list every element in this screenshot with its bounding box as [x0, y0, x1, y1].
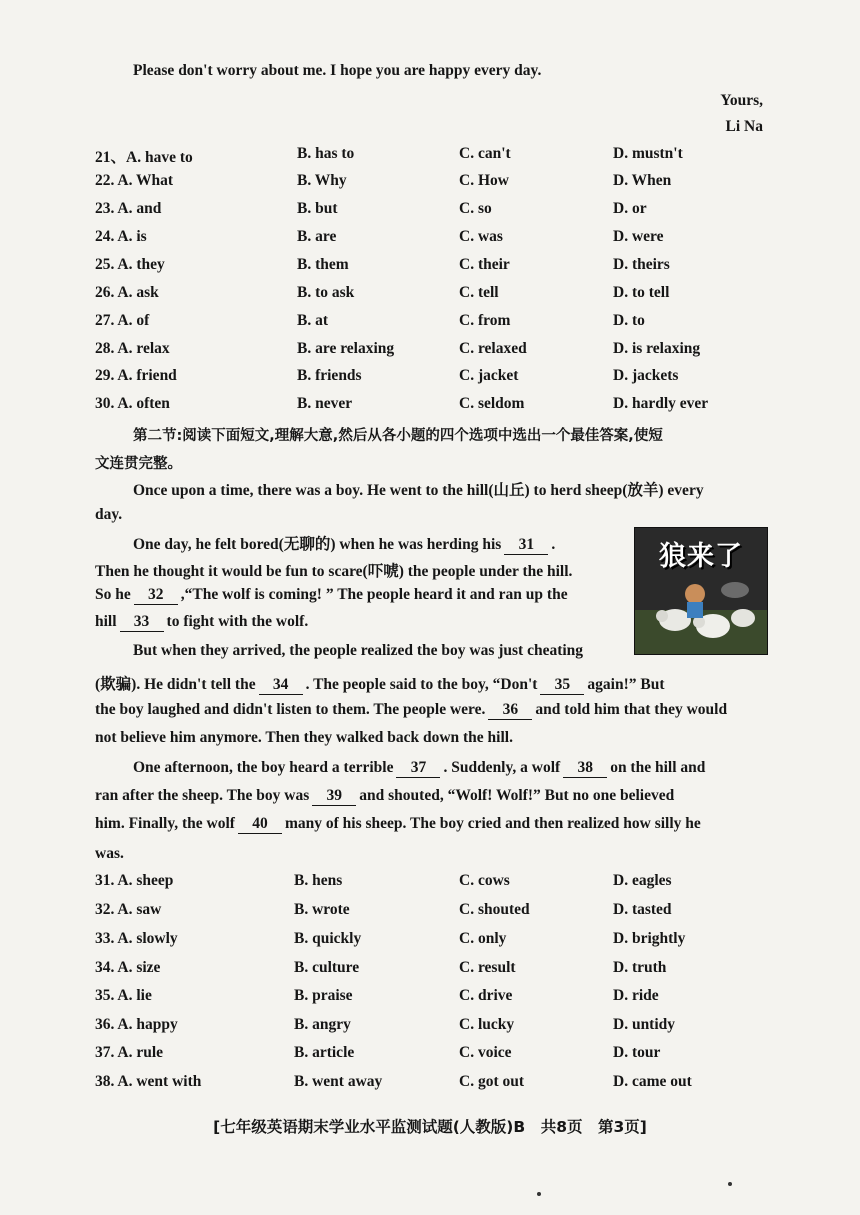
section-instruction-cont: 文连贯完整。	[95, 456, 182, 472]
option-c: C. from	[459, 312, 511, 329]
option-d: D. tasted	[613, 901, 672, 918]
option-d: D. mustn't	[613, 145, 683, 162]
question-row	[95, 256, 775, 280]
option-c: C. seldom	[459, 395, 525, 412]
option-a: 30. A. often	[95, 395, 170, 412]
option-d: D. or	[613, 200, 647, 217]
option-b: B. wrote	[294, 901, 350, 918]
option-a: 23. A. and	[95, 200, 162, 217]
question-row	[95, 340, 775, 364]
option-a: 33. A. slowly	[95, 930, 178, 947]
question-row	[95, 1044, 775, 1068]
option-b: B. them	[297, 256, 349, 273]
option-a: 29. A. friend	[95, 367, 177, 384]
question-row	[95, 901, 775, 925]
question-row	[95, 200, 775, 224]
question-row	[95, 367, 775, 391]
option-d: D. truth	[613, 959, 667, 976]
question-row	[95, 284, 775, 308]
option-a: 22. A. What	[95, 172, 174, 189]
passage-line: hill 33 to fight with the wolf.	[95, 613, 309, 630]
option-c: C. drive	[459, 987, 513, 1004]
option-a: 21、A. have to	[95, 149, 193, 166]
option-d: D. is relaxing	[613, 340, 701, 357]
scan-speck	[537, 1192, 541, 1196]
option-b: B. has to	[297, 145, 355, 162]
option-d: D. to	[613, 312, 645, 329]
option-b: B. Why	[297, 172, 347, 189]
question-row	[95, 959, 775, 983]
blank-31[interactable]: 31	[504, 536, 548, 555]
option-c: C. relaxed	[459, 340, 527, 357]
passage-line: the boy laughed and didn't listen to them. The people were. 36 and told him that they would	[95, 701, 728, 718]
passage-line: But when they arrived, the people realized the boy was just cheating	[133, 642, 584, 659]
option-c: C. only	[459, 930, 507, 947]
passage-line: So he 32 ,“The wolf is coming! ” The people heard it and ran up the	[95, 586, 568, 603]
blank-36[interactable]: 36	[488, 701, 532, 720]
question-row	[95, 1016, 775, 1040]
blank-32[interactable]: 32	[134, 586, 178, 605]
option-d: D. tour	[613, 1044, 661, 1061]
option-b: B. are relaxing	[297, 340, 395, 357]
option-c: C. How	[459, 172, 509, 189]
option-b: B. quickly	[294, 930, 362, 947]
option-b: B. hens	[294, 872, 343, 889]
option-d: D. came out	[613, 1073, 692, 1090]
option-c: C. cows	[459, 872, 510, 889]
scan-speck	[728, 1182, 732, 1186]
question-row	[95, 312, 775, 336]
option-b: B. angry	[294, 1016, 351, 1033]
option-d: D. untidy	[613, 1016, 676, 1033]
option-c: C. voice	[459, 1044, 512, 1061]
passage-line: Once upon a time, there was a boy. He went to the hill(山丘) to herd sheep(放羊) every	[133, 482, 704, 499]
option-d: D. eagles	[613, 872, 672, 889]
option-c: C. was	[459, 228, 503, 245]
option-b: B. but	[297, 200, 338, 217]
passage-line: One day, he felt bored(无聊的) when he was herding his 31 .	[133, 536, 556, 553]
passage-line: not believe him anymore. Then they walked back down the hill.	[95, 729, 513, 746]
option-a: 27. A. of	[95, 312, 150, 329]
question-row	[95, 930, 775, 954]
wolf-story-illustration	[634, 527, 768, 655]
option-b: B. are	[297, 228, 337, 245]
blank-39[interactable]: 39	[312, 787, 356, 806]
question-row	[95, 228, 775, 252]
option-b: B. praise	[294, 987, 353, 1004]
passage-line: (欺骗). He didn't tell the 34 . The people said to the boy, “Don't 35 again!” But	[95, 676, 665, 693]
option-d: D. ride	[613, 987, 659, 1004]
option-c: C. result	[459, 959, 516, 976]
option-b: B. at	[297, 312, 328, 329]
blank-37[interactable]: 37	[396, 759, 440, 778]
passage-line: One afternoon, the boy heard a terrible 37 . Suddenly, a wolf 38 on the hill and	[133, 759, 706, 776]
option-c: C. jacket	[459, 367, 519, 384]
question-row	[95, 1073, 775, 1097]
sheep-drawing-icon	[635, 528, 767, 654]
option-d: D. theirs	[613, 256, 670, 273]
option-a: 28. A. relax	[95, 340, 170, 357]
option-c: C. so	[459, 200, 492, 217]
passage-line: day.	[95, 506, 123, 523]
blank-35[interactable]: 35	[540, 676, 584, 695]
option-b: B. culture	[294, 959, 360, 976]
letter-sign-off: Yours,	[720, 92, 763, 109]
option-a: 34. A. size	[95, 959, 161, 976]
question-row	[95, 987, 775, 1011]
passage-line: him. Finally, the wolf 40 many of his sheep. The boy cried and then realized how silly he	[95, 815, 701, 832]
option-d: D. to tell	[613, 284, 670, 301]
option-d: D. were	[613, 228, 664, 245]
option-c: C. lucky	[459, 1016, 515, 1033]
option-a: 37. A. rule	[95, 1044, 164, 1061]
passage-line: ran after the sheep. The boy was 39 and shouted, “Wolf! Wolf!” But no one believed	[95, 787, 675, 804]
option-b: B. to ask	[297, 284, 355, 301]
option-c: C. their	[459, 256, 510, 273]
option-a: 36. A. happy	[95, 1016, 178, 1033]
page-footer: [七年级英语期末学业水平监测试题(人教版)B 共8页 第3页]	[213, 1118, 647, 1136]
question-row	[95, 395, 775, 419]
option-d: D. hardly ever	[613, 395, 709, 412]
option-a: 24. A. is	[95, 228, 147, 245]
question-row	[95, 872, 775, 896]
letter-closing-line: Please don't worry about me. I hope you are happy every day.	[133, 62, 542, 79]
blank-34[interactable]: 34	[259, 676, 303, 695]
option-a: 32. A. saw	[95, 901, 162, 918]
passage-line: Then he thought it would be fun to scare(吓唬) the people under the hill.	[95, 563, 573, 580]
option-c: C. tell	[459, 284, 499, 301]
option-a: 26. A. ask	[95, 284, 159, 301]
question-row	[95, 145, 775, 169]
option-c: C. can't	[459, 145, 511, 162]
section-instruction: 第二节:阅读下面短文,理解大意,然后从各小题的四个选项中选出一个最佳答案,使短	[133, 428, 663, 444]
option-d: D. jackets	[613, 367, 679, 384]
option-a: 35. A. lie	[95, 987, 152, 1004]
option-a: 25. A. they	[95, 256, 165, 273]
letter-signature: Li Na	[725, 118, 763, 135]
option-b: B. friends	[297, 367, 362, 384]
option-d: D. When	[613, 172, 672, 189]
blank-33[interactable]: 33	[120, 613, 164, 632]
question-row	[95, 172, 775, 196]
option-b: B. article	[294, 1044, 355, 1061]
option-b: B. went away	[294, 1073, 383, 1090]
option-c: C. shouted	[459, 901, 530, 918]
option-a: 31. A. sheep	[95, 872, 174, 889]
illustration-title: 狼来了	[659, 541, 743, 572]
passage-line: was.	[95, 845, 124, 862]
option-b: B. never	[297, 395, 353, 412]
blank-40[interactable]: 40	[238, 815, 282, 834]
option-d: D. brightly	[613, 930, 686, 947]
option-a: 38. A. went with	[95, 1073, 202, 1090]
blank-38[interactable]: 38	[563, 759, 607, 778]
option-c: C. got out	[459, 1073, 525, 1090]
